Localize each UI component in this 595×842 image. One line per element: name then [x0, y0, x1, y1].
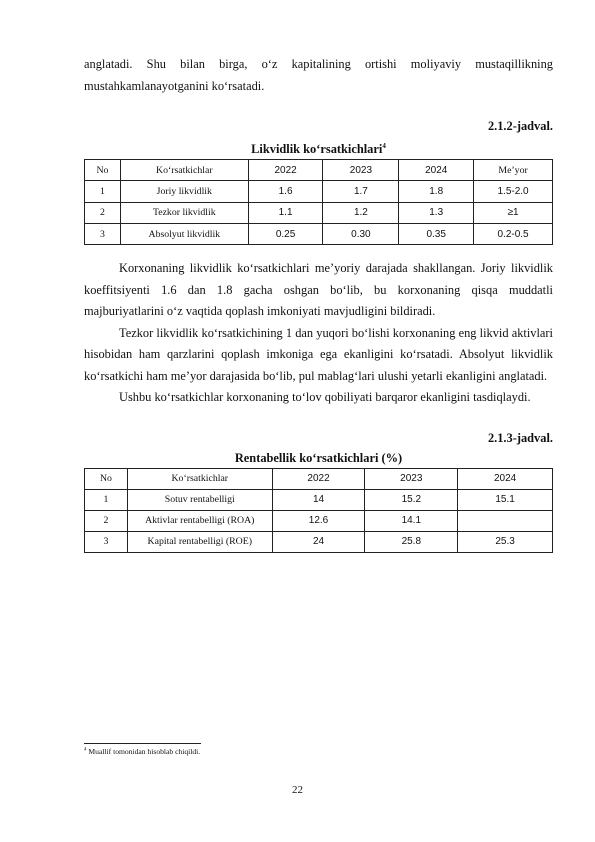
table-cell: 24: [272, 531, 365, 552]
table-cell: Kapital rentabelligi (ROE): [127, 531, 272, 552]
table-cell: 2: [85, 510, 128, 531]
body-paragraph: Ushbu ko‘rsatkichlar korxonaning to‘lov qobiliyati barqaror ekanligini tasdiqlaydi.: [119, 390, 531, 405]
table-cell: 3: [85, 224, 121, 245]
table-header-row: [85, 160, 553, 181]
header-cell: No: [85, 468, 128, 489]
table-cell: 25.3: [458, 531, 553, 552]
header-cell: Ko‘rsatkichlar: [127, 468, 272, 489]
document-page: [84, 54, 553, 553]
table-cell: 15.1: [458, 489, 553, 510]
table-cell: Absolyut likvidlik: [120, 224, 248, 245]
table-row: [85, 510, 553, 531]
table-cell: 14.1: [365, 510, 458, 531]
table-cell: 0.2-0.5: [474, 224, 553, 245]
table-cell: 1.8: [399, 181, 474, 202]
header-cell: Me’yor: [474, 160, 553, 181]
table-cell: 3: [85, 531, 128, 552]
footnote-mark: 4: [84, 747, 87, 753]
table-cell: 1.1: [248, 202, 323, 223]
table-cell: 1: [85, 489, 128, 510]
table-header-row: [85, 468, 553, 489]
table-cell: 0.25: [248, 224, 323, 245]
header-cell: 2022: [272, 468, 365, 489]
table-cell: Aktivlar rentabelligi (ROA): [127, 510, 272, 531]
table2-title: Rentabellik ko‘rsatkichlari (%): [234, 450, 403, 465]
table-cell: 25.8: [365, 531, 458, 552]
table-cell: 14: [272, 489, 365, 510]
table-cell: 0.30: [323, 224, 399, 245]
header-cell: 2022: [248, 160, 323, 181]
footnote-divider: [84, 743, 201, 744]
table-cell: 0.35: [399, 224, 474, 245]
table1-title-text: Likvidlik ko‘rsatkichlari: [251, 142, 383, 157]
body-paragraph: Korxonaning likvidlik ko‘rsatkichlari me’yoriy darajada shakllangan. Joriy likvidlik koeffitsiyenti 1.6 dan 1.8 gacha oshgan bo‘lib, bu korxonaning qisqa muddatli majburiyatlarini o‘z vaqtida qoplash imkoniyati mavjudligini bildiradi.: [84, 261, 553, 319]
table-cell: 12.6: [272, 510, 365, 531]
header-cell: 2023: [365, 468, 458, 489]
table-cell: ≥1: [474, 202, 553, 223]
footnote-text: Muallif tomonidan hisoblab chiqildi.: [88, 747, 201, 756]
header-cell: 2024: [399, 160, 474, 181]
header-cell: Ko‘rsatkichlar: [120, 160, 248, 181]
table-cell: Joriy likvidlik: [120, 181, 248, 202]
table-cell: 2: [85, 202, 121, 223]
footnote-reference: 4: [382, 142, 386, 150]
table-cell: 1.2: [323, 202, 399, 223]
table-row: [85, 224, 553, 245]
table2-number: 2.1.3-jadval.: [487, 430, 553, 445]
header-cell: 2024: [458, 468, 553, 489]
footnote: [84, 747, 200, 756]
body-paragraph: Tezkor likvidlik ko‘rsatkichining 1 dan yuqori bo‘lishi korxonaning eng likvid aktivlari hisobidan ham qarzlarini qoplash imkoniga ega ekanligini ko‘rsatadi. Absolyut likvidlik ko‘rsatkichi ham me’yor darajasida bo‘lib, pul mablag‘lari ulushi yetarli ekanligini anglatadi.: [84, 325, 553, 383]
intro-paragraph: anglatadi. Shu bilan birga, o‘z kapitalining ortishi moliyaviy mustaqillikning mustahkamlanayotganini ko‘rsatadi.: [84, 57, 553, 93]
table-row: [85, 531, 553, 552]
table-cell: 1.5-2.0: [474, 181, 553, 202]
table-cell: 1.6: [248, 181, 323, 202]
header-cell: No: [85, 160, 121, 181]
table-cell: [458, 510, 553, 531]
table-cell: 1: [85, 181, 121, 202]
table-row: [85, 181, 553, 202]
table-row: [85, 202, 553, 223]
page-number: 22: [292, 784, 303, 796]
table-row: [85, 489, 553, 510]
table1-number: 2.1.2-jadval.: [487, 119, 553, 133]
header-cell: 2023: [323, 160, 399, 181]
table-cell: Tezkor likvidlik: [120, 202, 248, 223]
liquidity-table: [84, 159, 553, 245]
table-cell: Sotuv rentabelligi: [127, 489, 272, 510]
table1-title: [84, 136, 553, 159]
profitability-table: [84, 468, 553, 553]
table-cell: 15.2: [365, 489, 458, 510]
table-cell: 1.7: [323, 181, 399, 202]
table-cell: 1.3: [399, 202, 474, 223]
